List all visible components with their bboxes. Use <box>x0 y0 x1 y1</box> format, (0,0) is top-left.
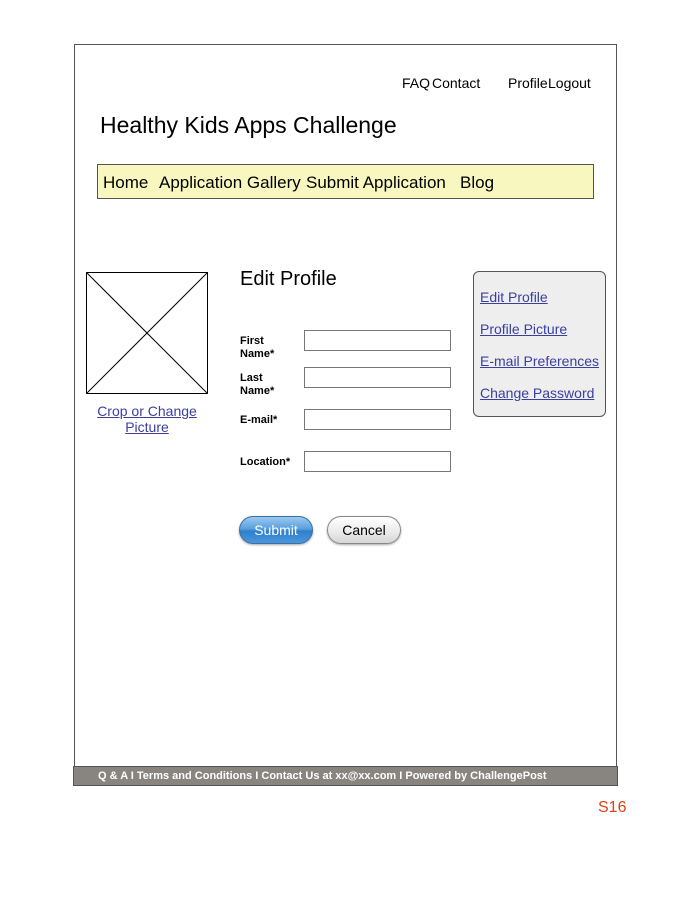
first-name-label <box>240 335 300 361</box>
first-name-input[interactable] <box>304 330 451 351</box>
image-placeholder-icon <box>86 272 208 394</box>
nav-item-submit-application[interactable]: Submit Application <box>306 173 446 192</box>
contact-link[interactable]: Contact <box>432 75 481 91</box>
main-nav <box>97 164 594 199</box>
last-name-label <box>240 372 300 398</box>
email-label: E-mail* <box>240 414 278 426</box>
profile-link[interactable]: Profile <box>508 75 548 91</box>
side-link-email-preferences[interactable]: E-mail Preferences <box>480 353 600 369</box>
page-code-label: S16 <box>598 799 627 816</box>
last-name-input[interactable] <box>304 367 451 388</box>
side-link-profile-picture[interactable]: Profile Picture <box>480 321 568 337</box>
form-heading: Edit Profile <box>240 268 337 290</box>
email-input[interactable] <box>304 409 451 430</box>
first-name-label-line2: Name* <box>240 348 275 360</box>
faq-link[interactable]: FAQ <box>402 75 431 91</box>
last-name-label-line1: Last <box>240 372 263 384</box>
nav-item-blog[interactable]: Blog <box>460 173 495 192</box>
crop-or-change-picture-link[interactable] <box>86 403 208 435</box>
submit-button[interactable]: Submit <box>239 516 313 544</box>
location-label: Location* <box>240 456 291 468</box>
cancel-button[interactable]: Cancel <box>327 516 401 544</box>
side-link-change-password[interactable]: Change Password <box>480 385 595 401</box>
profile-picture-placeholder <box>86 272 208 394</box>
crop-link-line2: Picture <box>125 419 169 435</box>
location-input[interactable] <box>304 451 451 472</box>
site-title: Healthy Kids Apps Challenge <box>100 112 397 138</box>
crop-link-line1: Crop or Change <box>97 403 197 419</box>
logout-link[interactable]: Logout <box>548 75 591 91</box>
nav-item-home[interactable]: Home <box>103 173 149 192</box>
footer: Q & A I Terms and Conditions I Contact Us at xx@xx.com I Powered by ChallengePost <box>73 766 618 786</box>
last-name-label-line2: Name* <box>240 385 275 397</box>
nav-item-application-gallery[interactable]: Application Gallery <box>159 173 301 192</box>
side-link-edit-profile[interactable]: Edit Profile <box>480 289 548 305</box>
first-name-label-line1: First <box>240 335 264 347</box>
profile-side-menu <box>473 271 606 417</box>
